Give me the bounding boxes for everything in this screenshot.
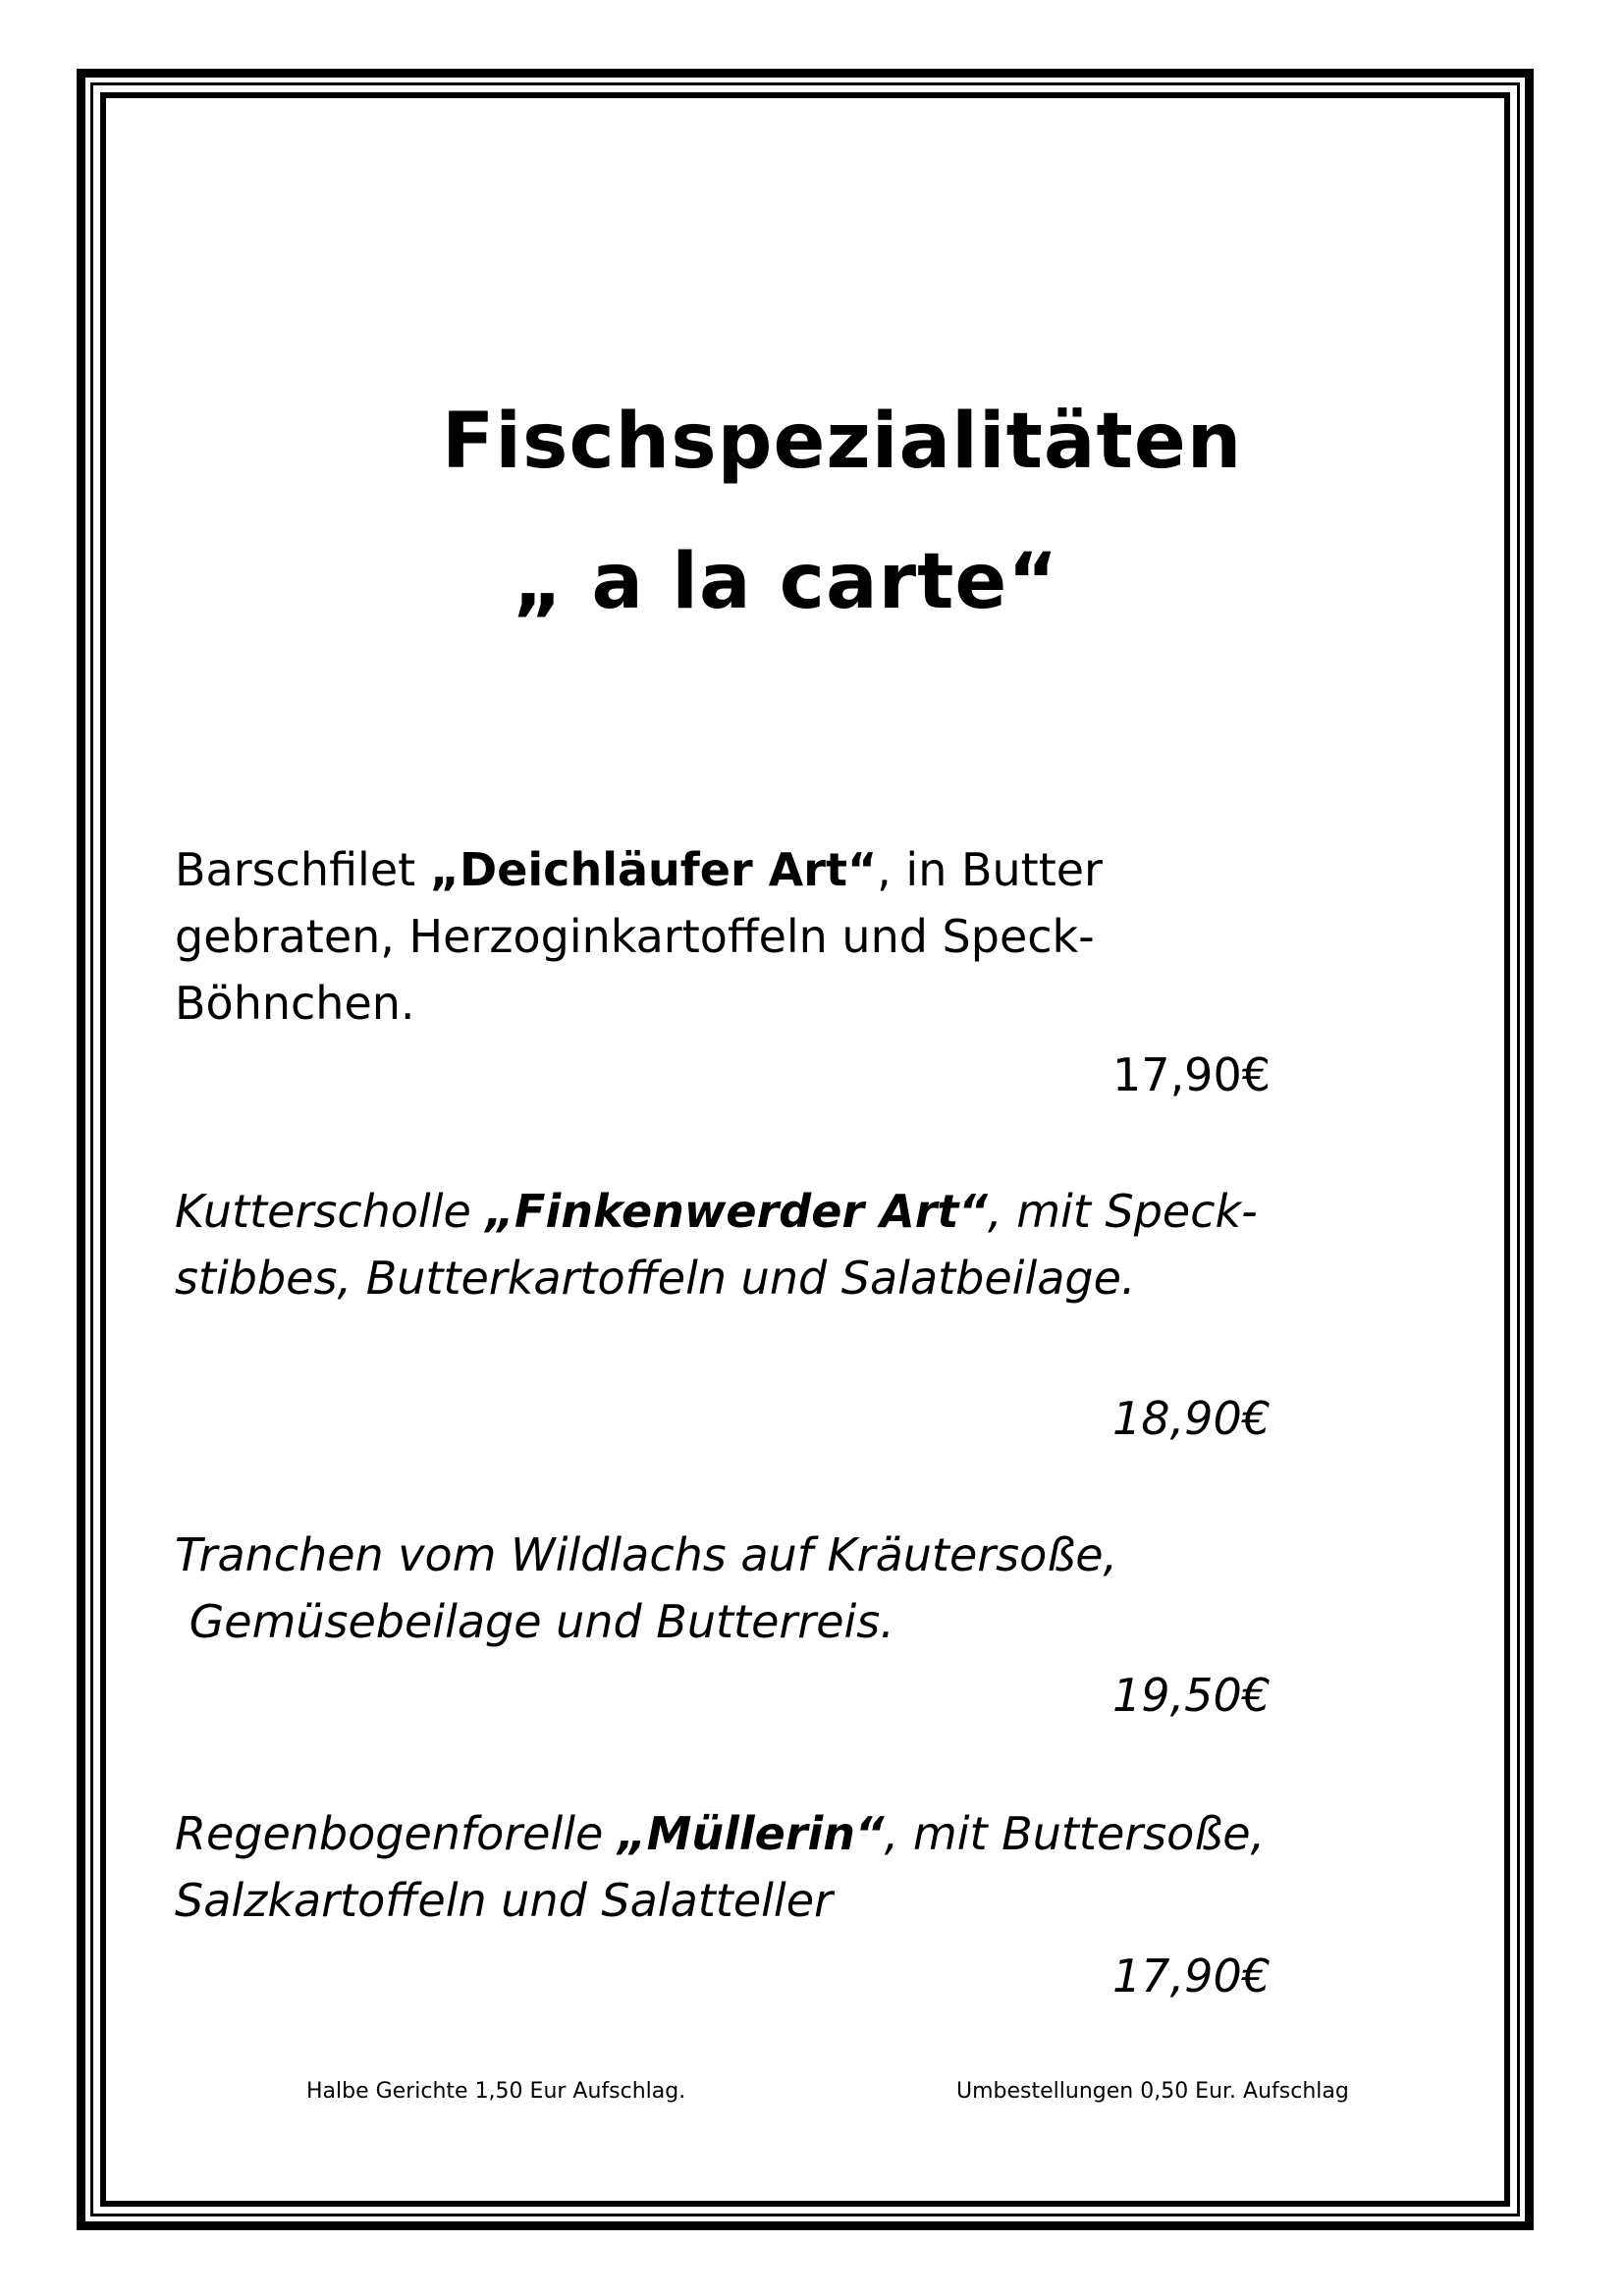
dish-3 bbox=[175, 1522, 1117, 1655]
dish-4-line-1: Regenbogenforelle „Müllerin“, mit Buttersoße, bbox=[175, 1807, 1266, 1860]
menu-title: Fischspezialitäten bbox=[442, 398, 1243, 486]
dish-2-line-1: Kutterscholle „Finkenwerder Art“, mit Speck- bbox=[175, 1185, 1258, 1238]
dish-3-line-1: Tranchen vom Wildlachs auf Kräutersoße, bbox=[175, 1528, 1118, 1581]
dish-4-price: 17,90€ bbox=[1112, 1949, 1271, 2002]
dish-2-style: „Finkenwerder Art“ bbox=[485, 1185, 988, 1238]
dish-4-style: „Müllerin“ bbox=[617, 1807, 885, 1860]
dish-2 bbox=[175, 1178, 1258, 1311]
dish-1-line-1: Barschfilet „Deichläufer Art“, in Butter bbox=[175, 843, 1103, 896]
dish-2-price: 18,90€ bbox=[1112, 1392, 1271, 1445]
footnote-substitutions: Umbestellungen 0,50 Eur. Aufschlag bbox=[956, 2079, 1349, 2104]
dish-1-line-2: gebraten, Herzoginkartoffeln und Speck- bbox=[175, 910, 1095, 963]
dish-3-price: 19,50€ bbox=[1112, 1669, 1271, 1722]
menu-subtitle: „ a la carte“ bbox=[513, 538, 1059, 626]
dish-1 bbox=[175, 836, 1103, 1037]
dish-1-price: 17,90€ bbox=[1112, 1048, 1271, 1101]
dish-2-line-2: stibbes, Butterkartoffeln und Salatbeilage. bbox=[175, 1252, 1136, 1305]
dish-1-line-3: Böhnchen. bbox=[175, 977, 415, 1030]
dish-1-style: „Deichläufer Art“ bbox=[429, 843, 878, 896]
dish-4 bbox=[175, 1800, 1265, 1934]
footnote-half-portions: Halbe Gerichte 1,50 Eur Aufschlag. bbox=[306, 2079, 686, 2104]
dish-4-line-2: Salzkartoffeln und Salatteller bbox=[175, 1874, 833, 1927]
dish-3-line-2: Gemüsebeilage und Butterreis. bbox=[175, 1595, 894, 1648]
